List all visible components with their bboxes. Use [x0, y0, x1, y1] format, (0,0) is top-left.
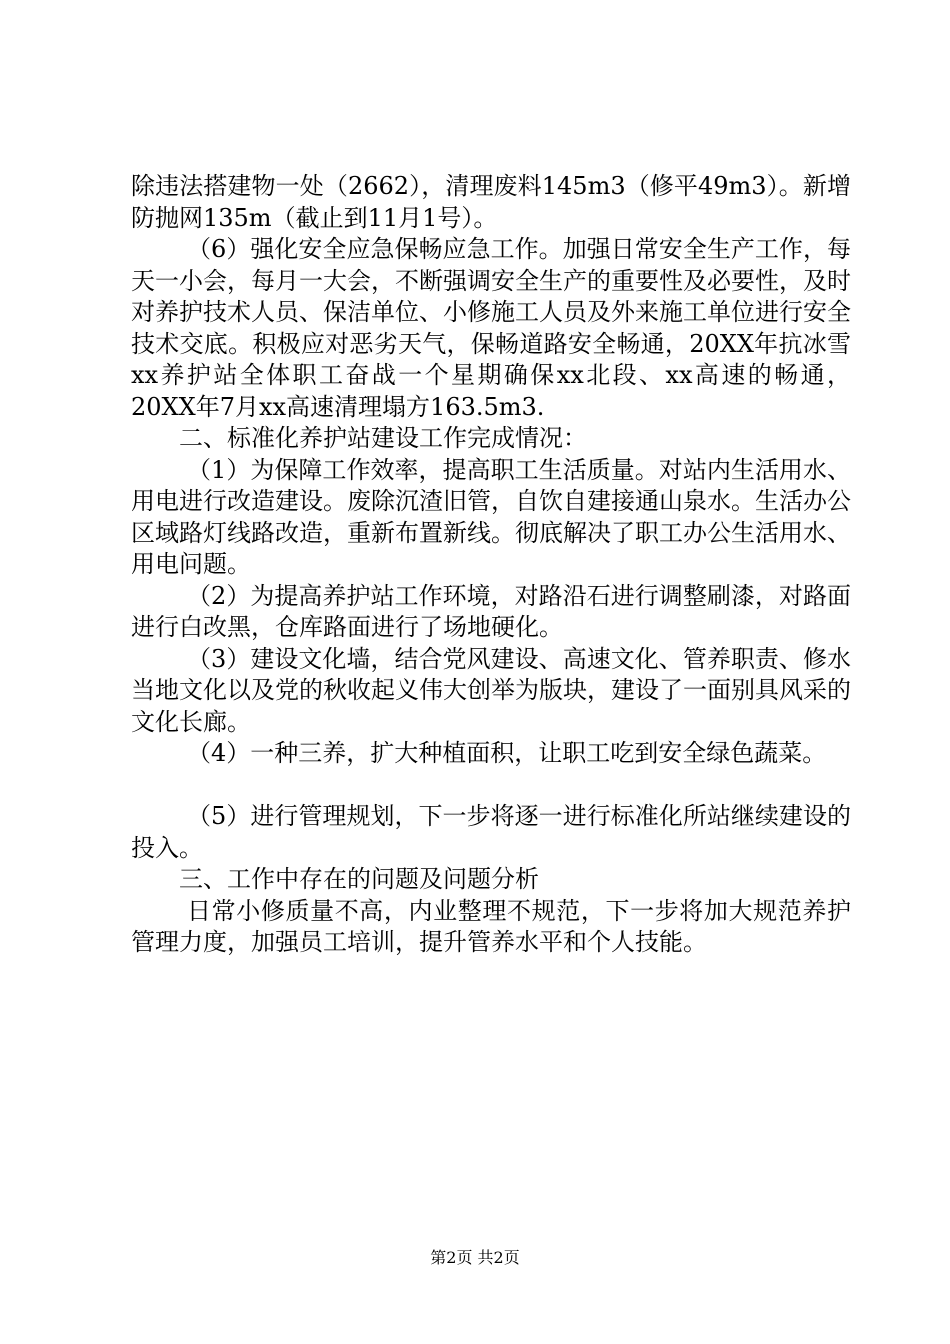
paragraph-problems: 日常小修质量不高，内业整理不规范，下一步将加大规范养护管理力度，加强员工培训，提升管养水平和个人技能。: [131, 896, 851, 956]
paragraph-item-4: （4）一种三养，扩大种植面积，让职工吃到安全绿色蔬菜。: [187, 739, 827, 767]
paragraph-item-2: （2）为提高养护站工作环境，对路沿石进行调整刷漆，对路面进行白改黑，仓库路面进行了场地硬化。: [131, 581, 851, 641]
section-heading-2: 二、标准化养护站建设工作完成情况：: [179, 424, 587, 452]
paragraph-continuation: 除违法搭建物一处（2662），清理废料145m3（修平49m3）。新增防抛网135m（截止到11月1号）。: [131, 172, 851, 232]
section-heading-3: 三、工作中存在的问题及问题分析: [179, 865, 539, 893]
paragraph-item-5: （5）进行管理规划，下一步将逐一进行标准化所站继续建设的投入。: [131, 802, 851, 862]
page-footer: 第2页 共2页: [430, 1248, 520, 1267]
paragraph-safety: （6）强化安全应急保畅应急工作。加强日常安全生产工作，每天一小会，每月一大会，不断强调安全生产的重要性及必要性，及时对养护技术人员、保洁单位、小修施工人员及外来施工单位进行安全技术交底。积极应对恶劣天气，保畅道路安全畅通，20XX年抗冰雪xx养护站全体职工奋战一个星期确保xx北段、xx高速的畅通，20XX年7月xx高速清理塌方163.5m3.: [131, 235, 851, 421]
paragraph-item-1: （1）为保障工作效率，提高职工生活质量。对站内生活用水、用电进行改造建设。废除沉渣旧管，自饮自建接通山泉水。生活办公区域路灯线路改造，重新布置新线。彻底解决了职工办公生活用水、用电问题。: [131, 455, 851, 578]
paragraph-item-3: （3）建设文化墙，结合党风建设、高速文化、管养职责、修水当地文化以及党的秋收起义伟大创举为版块，建设了一面别具风采的文化长廊。: [131, 644, 851, 736]
blank-line: [131, 770, 851, 802]
document-body: [131, 171, 851, 959]
